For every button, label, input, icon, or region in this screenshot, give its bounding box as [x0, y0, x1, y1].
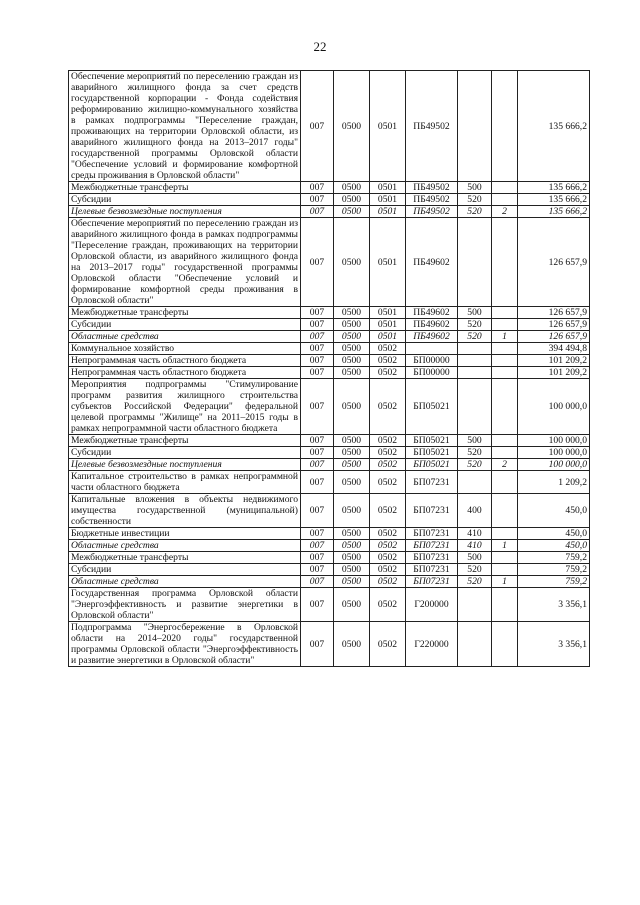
expense-type-cell — [458, 343, 492, 355]
row-name-cell: Субсидии — [69, 447, 301, 459]
target-article-cell: Г200000 — [406, 588, 458, 622]
budget-code-cell — [492, 182, 518, 194]
target-article-cell: БП00000 — [406, 355, 458, 367]
ved-code-cell: 007 — [301, 528, 334, 540]
table-row — [69, 622, 590, 667]
row-name-cell: Межбюджетные трансферты — [69, 435, 301, 447]
table-row — [69, 564, 590, 576]
ved-code-cell: 007 — [301, 343, 334, 355]
section-code-cell: 0500 — [334, 218, 370, 307]
row-name-cell: Государственная программа Орловской области "Энергоэффективность и развитие энергетики в Орловской области" — [69, 588, 301, 622]
budget-table — [68, 70, 590, 667]
row-name-cell: Субсидии — [69, 564, 301, 576]
ved-code-cell: 007 — [301, 552, 334, 564]
ved-code-cell: 007 — [301, 471, 334, 494]
table-row — [69, 576, 590, 588]
amount-cell: 101 209,2 — [518, 355, 590, 367]
ved-code-cell: 007 — [301, 319, 334, 331]
row-name-cell: Межбюджетные трансферты — [69, 307, 301, 319]
amount-cell: 759,2 — [518, 552, 590, 564]
row-name-cell: Межбюджетные трансферты — [69, 182, 301, 194]
amount-cell: 450,0 — [518, 528, 590, 540]
amount-cell: 126 657,9 — [518, 319, 590, 331]
target-article-cell: ПБ49502 — [406, 182, 458, 194]
target-article-cell: БП07231 — [406, 552, 458, 564]
ved-code-cell: 007 — [301, 182, 334, 194]
ved-code-cell: 007 — [301, 331, 334, 343]
section-code-cell: 0500 — [334, 447, 370, 459]
table-row — [69, 494, 590, 528]
target-article-cell: ПБ49602 — [406, 307, 458, 319]
section-code-cell: 0500 — [334, 367, 370, 379]
budget-code-cell — [492, 494, 518, 528]
expense-type-cell: 500 — [458, 307, 492, 319]
page-number: 22 — [313, 39, 327, 54]
target-article-cell: ПБ49502 — [406, 194, 458, 206]
row-name-cell: Субсидии — [69, 194, 301, 206]
amount-cell: 450,0 — [518, 494, 590, 528]
budget-code-cell — [492, 355, 518, 367]
budget-code-cell: 1 — [492, 331, 518, 343]
expense-type-cell — [458, 218, 492, 307]
expense-type-cell: 400 — [458, 494, 492, 528]
subsection-code-cell: 0501 — [370, 194, 406, 206]
amount-cell: 135 666,2 — [518, 194, 590, 206]
amount-cell: 126 657,9 — [518, 307, 590, 319]
subsection-code-cell: 0501 — [370, 182, 406, 194]
amount-cell: 1 209,2 — [518, 471, 590, 494]
section-code-cell: 0500 — [334, 194, 370, 206]
amount-cell: 126 657,9 — [518, 331, 590, 343]
amount-cell: 450,0 — [518, 540, 590, 552]
subsection-code-cell: 0502 — [370, 459, 406, 471]
subsection-code-cell: 0502 — [370, 343, 406, 355]
budget-code-cell — [492, 471, 518, 494]
row-name-cell: Обеспечение мероприятий по переселению граждан из аварийного жилищного фонда за счет средств государственной корпорации - Фонда содействия реформированию жилищно-коммунального хозяйства в рамках подпрограммы "Переселение граждан, проживающих на территории Орловской области, из аварийного жилищного фонда на 2013–2017 годы" государственной программы Орловской области "Обеспечение условий и формирование комфортной среды проживания в Орловской области" — [69, 71, 301, 182]
budget-code-cell: 1 — [492, 540, 518, 552]
row-name-cell: Мероприятия подпрограммы "Стимулирование программ развития жилищного строительства субъектов Российской Федерации" федеральной целевой программы "Жилище" на 2011–2015 годы в рамках непрограммной части областного бюджета — [69, 379, 301, 435]
target-article-cell: ПБ49502 — [406, 206, 458, 218]
ved-code-cell: 007 — [301, 379, 334, 435]
section-code-cell: 0500 — [334, 307, 370, 319]
ved-code-cell: 007 — [301, 355, 334, 367]
section-code-cell: 0500 — [334, 528, 370, 540]
amount-cell: 100 000,0 — [518, 459, 590, 471]
ved-code-cell: 007 — [301, 494, 334, 528]
table-row — [69, 182, 590, 194]
row-name-cell: Целевые безвозмездные поступления — [69, 459, 301, 471]
target-article-cell: БП05021 — [406, 459, 458, 471]
table-row — [69, 355, 590, 367]
budget-code-cell — [492, 194, 518, 206]
amount-cell: 135 666,2 — [518, 182, 590, 194]
target-article-cell: БП07231 — [406, 494, 458, 528]
ved-code-cell: 007 — [301, 367, 334, 379]
row-name-cell: Непрограммная часть областного бюджета — [69, 355, 301, 367]
table-row — [69, 447, 590, 459]
target-article-cell — [406, 343, 458, 355]
target-article-cell: БП05021 — [406, 447, 458, 459]
table-row — [69, 367, 590, 379]
target-article-cell: БП07231 — [406, 540, 458, 552]
subsection-code-cell: 0502 — [370, 435, 406, 447]
table-row — [69, 528, 590, 540]
amount-cell: 100 000,0 — [518, 379, 590, 435]
row-name-cell: Непрограммная часть областного бюджета — [69, 367, 301, 379]
ved-code-cell: 007 — [301, 588, 334, 622]
section-code-cell: 0500 — [334, 71, 370, 182]
budget-code-cell — [492, 447, 518, 459]
subsection-code-cell: 0502 — [370, 367, 406, 379]
subsection-code-cell: 0502 — [370, 622, 406, 667]
expense-type-cell: 500 — [458, 552, 492, 564]
target-article-cell: БП05021 — [406, 379, 458, 435]
amount-cell: 100 000,0 — [518, 447, 590, 459]
budget-code-cell — [492, 379, 518, 435]
subsection-code-cell: 0502 — [370, 564, 406, 576]
row-name-cell: Областные средства — [69, 331, 301, 343]
amount-cell: 394 494,8 — [518, 343, 590, 355]
section-code-cell: 0500 — [334, 540, 370, 552]
ved-code-cell: 007 — [301, 206, 334, 218]
table-row — [69, 343, 590, 355]
subsection-code-cell: 0501 — [370, 206, 406, 218]
subsection-code-cell: 0502 — [370, 540, 406, 552]
subsection-code-cell: 0502 — [370, 528, 406, 540]
section-code-cell: 0500 — [334, 182, 370, 194]
subsection-code-cell: 0501 — [370, 307, 406, 319]
expense-type-cell — [458, 71, 492, 182]
amount-cell: 126 657,9 — [518, 218, 590, 307]
table-row — [69, 71, 590, 182]
subsection-code-cell: 0502 — [370, 576, 406, 588]
budget-code-cell — [492, 218, 518, 307]
row-name-cell: Субсидии — [69, 319, 301, 331]
table-row — [69, 459, 590, 471]
table-row — [69, 552, 590, 564]
ved-code-cell: 007 — [301, 71, 334, 182]
row-name-cell: Межбюджетные трансферты — [69, 552, 301, 564]
expense-type-cell — [458, 355, 492, 367]
table-row — [69, 194, 590, 206]
table-row — [69, 379, 590, 435]
target-article-cell: БП07231 — [406, 564, 458, 576]
budget-code-cell — [492, 528, 518, 540]
budget-code-cell: 2 — [492, 206, 518, 218]
expense-type-cell: 520 — [458, 206, 492, 218]
table-row — [69, 435, 590, 447]
ved-code-cell: 007 — [301, 564, 334, 576]
row-name-cell: Капитальное строительство в рамках непрограммной части областного бюджета — [69, 471, 301, 494]
ved-code-cell: 007 — [301, 576, 334, 588]
subsection-code-cell: 0501 — [370, 319, 406, 331]
row-name-cell: Целевые безвозмездные поступления — [69, 206, 301, 218]
budget-code-cell — [492, 319, 518, 331]
row-name-cell: Областные средства — [69, 576, 301, 588]
ved-code-cell: 007 — [301, 447, 334, 459]
target-article-cell: Г220000 — [406, 622, 458, 667]
expense-type-cell — [458, 367, 492, 379]
expense-type-cell: 520 — [458, 576, 492, 588]
section-code-cell: 0500 — [334, 206, 370, 218]
table-row — [69, 471, 590, 494]
ved-code-cell: 007 — [301, 459, 334, 471]
ved-code-cell: 007 — [301, 218, 334, 307]
budget-code-cell — [492, 552, 518, 564]
section-code-cell: 0500 — [334, 622, 370, 667]
expense-type-cell: 520 — [458, 319, 492, 331]
subsection-code-cell: 0502 — [370, 379, 406, 435]
budget-code-cell: 2 — [492, 459, 518, 471]
target-article-cell: БП07231 — [406, 576, 458, 588]
row-name-cell: Коммунальное хозяйство — [69, 343, 301, 355]
table-row — [69, 331, 590, 343]
expense-type-cell: 500 — [458, 182, 492, 194]
target-article-cell: БП00000 — [406, 367, 458, 379]
row-name-cell: Капитальные вложения в объекты недвижимого имущества государственной (муниципальной) собственности — [69, 494, 301, 528]
budget-code-cell — [492, 343, 518, 355]
ved-code-cell: 007 — [301, 435, 334, 447]
amount-cell: 135 666,2 — [518, 206, 590, 218]
amount-cell: 759,2 — [518, 576, 590, 588]
target-article-cell: БП07231 — [406, 471, 458, 494]
subsection-code-cell: 0502 — [370, 494, 406, 528]
section-code-cell: 0500 — [334, 576, 370, 588]
section-code-cell: 0500 — [334, 331, 370, 343]
budget-code-cell — [492, 435, 518, 447]
row-name-cell: Обеспечение мероприятий по переселению граждан из аварийного жилищного фонда в рамках подпрограммы "Переселение граждан, проживающих на территории Орловской области, из аварийного жилищного фонда на 2013–2017 годы" государственной программы Орловской области "Обеспечение условий и формирование комфортной среды проживания в Орловской области" — [69, 218, 301, 307]
expense-type-cell: 410 — [458, 528, 492, 540]
subsection-code-cell: 0502 — [370, 588, 406, 622]
section-code-cell: 0500 — [334, 588, 370, 622]
section-code-cell: 0500 — [334, 552, 370, 564]
ved-code-cell: 007 — [301, 622, 334, 667]
table-row — [69, 218, 590, 307]
budget-code-cell — [492, 307, 518, 319]
target-article-cell: ПБ49502 — [406, 71, 458, 182]
subsection-code-cell: 0502 — [370, 355, 406, 367]
ved-code-cell: 007 — [301, 194, 334, 206]
section-code-cell: 0500 — [334, 435, 370, 447]
subsection-code-cell: 0501 — [370, 331, 406, 343]
target-article-cell: ПБ49602 — [406, 218, 458, 307]
row-name-cell: Областные средства — [69, 540, 301, 552]
amount-cell: 135 666,2 — [518, 71, 590, 182]
row-name-cell: Бюджетные инвестиции — [69, 528, 301, 540]
budget-code-cell — [492, 71, 518, 182]
ved-code-cell: 007 — [301, 540, 334, 552]
table-row — [69, 540, 590, 552]
expense-type-cell: 500 — [458, 435, 492, 447]
section-code-cell: 0500 — [334, 459, 370, 471]
expense-type-cell — [458, 379, 492, 435]
section-code-cell: 0500 — [334, 494, 370, 528]
section-code-cell: 0500 — [334, 319, 370, 331]
amount-cell: 3 356,1 — [518, 622, 590, 667]
budget-code-cell — [492, 588, 518, 622]
row-name-cell: Подпрограмма "Энергосбережение в Орловской области на 2014–2020 годы" государственной программы Орловской области "Энергоэффективность и развитие энергетики в Орловской области" — [69, 622, 301, 667]
expense-type-cell — [458, 588, 492, 622]
expense-type-cell: 520 — [458, 331, 492, 343]
budget-code-cell — [492, 367, 518, 379]
amount-cell: 759,2 — [518, 564, 590, 576]
subsection-code-cell: 0501 — [370, 71, 406, 182]
subsection-code-cell: 0502 — [370, 447, 406, 459]
table-row — [69, 307, 590, 319]
target-article-cell: БП05021 — [406, 435, 458, 447]
amount-cell: 101 209,2 — [518, 367, 590, 379]
target-article-cell: ПБ49602 — [406, 319, 458, 331]
expense-type-cell: 520 — [458, 194, 492, 206]
subsection-code-cell: 0501 — [370, 218, 406, 307]
amount-cell: 3 356,1 — [518, 588, 590, 622]
section-code-cell: 0500 — [334, 355, 370, 367]
section-code-cell: 0500 — [334, 343, 370, 355]
budget-code-cell — [492, 564, 518, 576]
table-row — [69, 206, 590, 218]
ved-code-cell: 007 — [301, 307, 334, 319]
section-code-cell: 0500 — [334, 564, 370, 576]
amount-cell: 100 000,0 — [518, 435, 590, 447]
budget-code-cell: 1 — [492, 576, 518, 588]
budget-code-cell — [492, 622, 518, 667]
expense-type-cell: 520 — [458, 459, 492, 471]
target-article-cell: ПБ49602 — [406, 331, 458, 343]
expense-type-cell — [458, 622, 492, 667]
expense-type-cell — [458, 471, 492, 494]
expense-type-cell: 520 — [458, 564, 492, 576]
table-row — [69, 319, 590, 331]
target-article-cell: БП07231 — [406, 528, 458, 540]
subsection-code-cell: 0502 — [370, 471, 406, 494]
section-code-cell: 0500 — [334, 471, 370, 494]
table-row — [69, 588, 590, 622]
expense-type-cell: 410 — [458, 540, 492, 552]
section-code-cell: 0500 — [334, 379, 370, 435]
expense-type-cell: 520 — [458, 447, 492, 459]
subsection-code-cell: 0502 — [370, 552, 406, 564]
